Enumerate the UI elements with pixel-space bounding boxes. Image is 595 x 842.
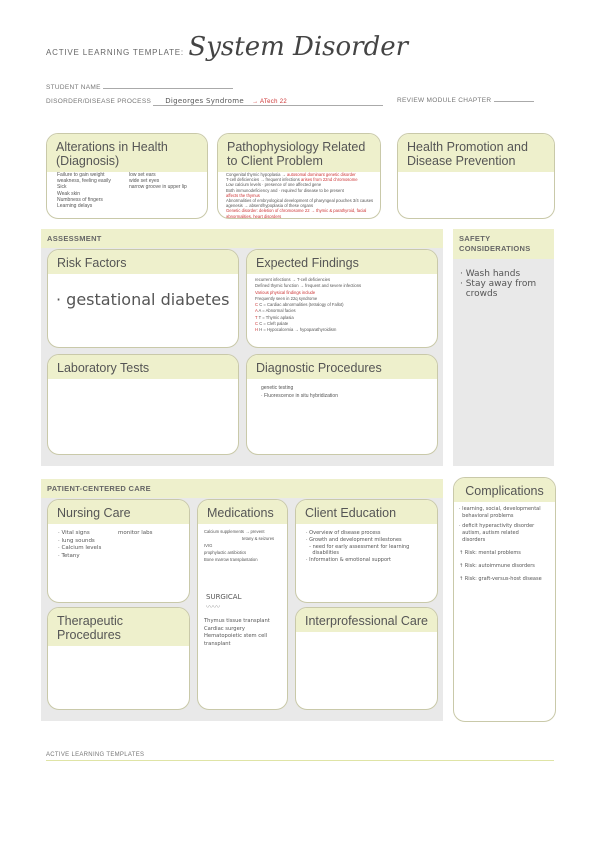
client-education-notes: · Overview of disease process · Growth and development milestones - need for early assessment for learning disabilities · Information & emotional support <box>306 530 410 564</box>
laboratory-tests-title: Laboratory Tests <box>48 355 238 379</box>
pathophysiology-card <box>217 133 381 219</box>
safety-panel <box>453 229 554 466</box>
complications-notes: · learning, social, developmental behavioral problems · deficit hyperactivity disorder autism, autism related disorders ↑ Risk: mental problems ↑ Risk: autoimmune disorders ↑ Risk: graft-versus-host disease <box>459 506 542 582</box>
student-name-row <box>46 84 233 91</box>
student-name-field[interactable] <box>103 88 233 89</box>
risk-factors-text: · gestational diabetes <box>56 290 230 309</box>
complications-title: Complications <box>454 478 555 502</box>
disorder-ref: → ATech 22 <box>252 99 287 105</box>
nursing-care-title: Nursing Care <box>48 500 189 524</box>
squiggle-icon: 〰〰 <box>206 603 220 611</box>
medications-surgical-label: SURGICAL <box>206 593 242 601</box>
safety-header: SAFETY CONSIDERATIONS <box>453 229 554 259</box>
pathophysiology-notes: Congenital thymic hypoplasia → autosomal dominant genetic disorder T-cell deficiencies → frequent infections arises from 22nd chromosome Low calcium levels · presence of one affected gene Both immunodeficiency and · required for disease to be present affects the thymus Abnormalities of embryological development of pharyngeal pouches 3/4 causes agenesis → absent/hypoplasia of these organs Genetic disorder: deletion of chromosome 22 → thymic & parathyroid, facial abnormalities, heart disorders <box>226 172 374 219</box>
risk-factors-title: Risk Factors <box>48 250 238 274</box>
alterations-notes-left: Failure to gain weight weakness, feeling easily Sick Weak skin Numbness of fingers Learning delays <box>57 172 111 210</box>
nursing-care-notes: · Vital signs · lung sounds · Calcium levels · Tetany <box>58 530 102 559</box>
interprofessional-care-card <box>295 607 438 710</box>
review-row <box>397 97 534 104</box>
assessment-header: ASSESSMENT <box>41 229 443 248</box>
expected-findings-notes: recurrent infections → T-cell deficiencies Defined thymic function → frequent and severe infections Various physical findings include Frequently seen in 22q syndrome C C = Cardiac abnormalities (tetralogy of Fallot) A A = Abnormal facies T T = Thymic aplasia C C = Cleft palate H H = Hypocalcemia → hypoparathyroidism <box>255 277 362 333</box>
pcc-header: PATIENT-CENTERED CARE <box>41 479 443 498</box>
alterations-card <box>46 133 208 219</box>
nursing-care-card <box>47 499 190 603</box>
footer-divider <box>46 760 554 761</box>
alterations-title: Alterations in Health (Diagnosis) <box>47 134 207 172</box>
review-field[interactable] <box>494 101 534 102</box>
risk-factors-card <box>47 249 239 348</box>
medications-title: Medications <box>198 500 287 524</box>
therapeutic-procedures-card <box>47 607 190 710</box>
disorder-label: DISORDER/DISEASE PROCESS <box>46 98 152 105</box>
nursing-care-side-note: monitor labs <box>118 530 153 536</box>
therapeutic-procedures-title: Therapeutic Procedures <box>48 608 189 646</box>
health-promotion-title: Health Promotion and Disease Prevention <box>398 134 554 172</box>
template-prefix: ACTIVE LEARNING TEMPLATE: <box>46 48 184 57</box>
medications-card <box>197 499 288 710</box>
expected-findings-card <box>246 249 438 348</box>
interprofessional-care-title: Interprofessional Care <box>296 608 437 632</box>
template-title: System Disorder <box>188 32 409 62</box>
disorder-field[interactable] <box>153 97 383 106</box>
safety-notes: · Wash hands · Stay away from crowds <box>460 269 537 299</box>
template-header <box>46 32 408 62</box>
diagnostic-procedures-title: Diagnostic Procedures <box>247 355 437 379</box>
alterations-notes-right: low set ears wide set eyes narrow groove in upper lip <box>129 172 187 191</box>
review-label: REVIEW MODULE CHAPTER <box>397 97 492 104</box>
disorder-row <box>46 97 383 106</box>
medications-surgical-notes: Thymus tissue transplant Cardiac surgery Hematopoietic stem cell transplant <box>204 618 270 647</box>
medications-notes: Calcium supplements → prevent tetany & seizures IVIG prophylactic antibiotics Bone marrow transplantation <box>204 529 275 562</box>
diagnostic-procedures-card <box>246 354 438 455</box>
laboratory-tests-card <box>47 354 239 455</box>
health-promotion-card <box>397 133 555 219</box>
diagnostic-procedures-notes: genetic testing · Fluorescence in situ hybridization <box>261 385 338 399</box>
pathophysiology-title: Pathophysiology Related to Client Problem <box>218 134 380 172</box>
expected-findings-title: Expected Findings <box>247 250 437 274</box>
complications-card <box>453 477 556 722</box>
client-education-title: Client Education <box>296 500 437 524</box>
disorder-value: Digeorges Syndrome <box>165 97 244 105</box>
footer-text: ACTIVE LEARNING TEMPLATES <box>46 752 145 758</box>
student-name-label: STUDENT NAME <box>46 84 101 91</box>
client-education-card <box>295 499 438 603</box>
